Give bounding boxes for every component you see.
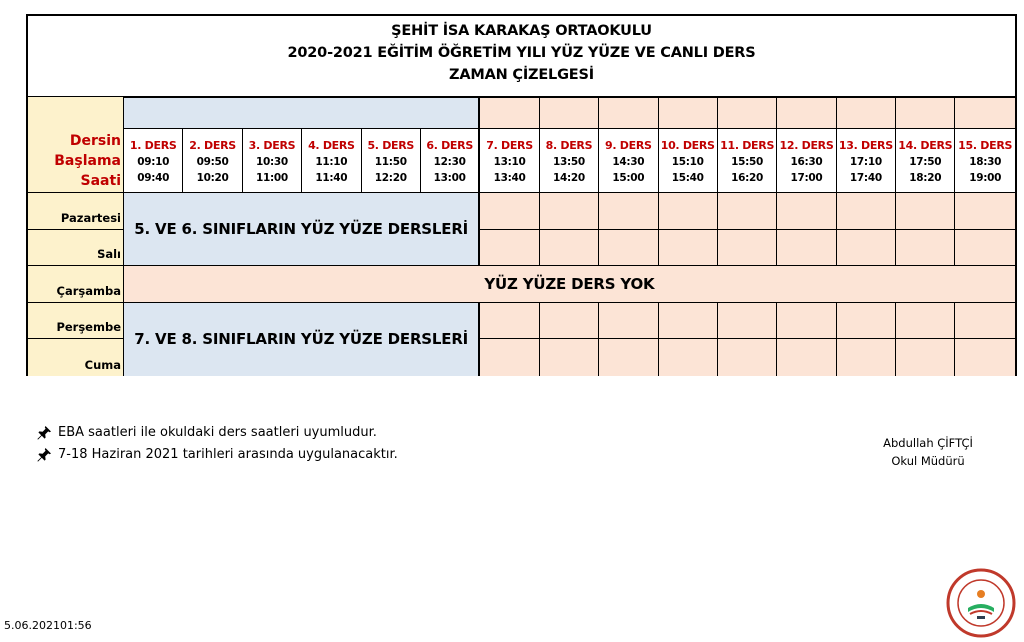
lesson-header-15 xyxy=(955,129,1014,193)
empty-cell xyxy=(480,339,539,376)
principal-name: Abdullah ÇİFTÇİ xyxy=(883,436,973,450)
lesson-start: 12:30 xyxy=(433,156,466,168)
label-line-3: Saati xyxy=(80,173,121,189)
header-blank-cell xyxy=(896,96,955,129)
lesson-label: 10. DERS xyxy=(660,139,715,152)
empty-cell xyxy=(718,303,777,340)
lesson-start: 15:50 xyxy=(731,156,764,168)
empty-cell xyxy=(480,230,539,267)
note-item xyxy=(36,422,398,444)
title-line-1: ŞEHİT İSA KARAKAŞ ORTAOKULU xyxy=(391,23,652,39)
empty-cell xyxy=(718,193,777,230)
header-blank-cell xyxy=(480,96,539,129)
header-blank-cell xyxy=(837,96,896,129)
empty-cell xyxy=(659,193,718,230)
lesson-label: 14. DERS xyxy=(898,139,953,152)
lesson-end: 17:40 xyxy=(849,172,882,184)
empty-cell xyxy=(540,303,599,340)
empty-cell xyxy=(837,339,896,376)
header-blank-cell xyxy=(718,96,777,129)
lesson-header-12 xyxy=(777,129,836,193)
empty-cell xyxy=(599,339,658,376)
block-no-lessons: YÜZ YÜZE DERS YOK xyxy=(124,266,1015,303)
lesson-label: 2. DERS xyxy=(189,139,236,152)
notes xyxy=(36,422,398,466)
school-seal-logo xyxy=(946,568,1016,638)
lesson-label: 7. DERS xyxy=(486,139,533,152)
lesson-start: 13:10 xyxy=(493,156,526,168)
empty-cell xyxy=(659,339,718,376)
day-friday: Cuma xyxy=(28,339,124,376)
lesson-label: 15. DERS xyxy=(958,139,1013,152)
lesson-header-6 xyxy=(421,129,480,193)
empty-cell xyxy=(896,303,955,340)
empty-cell xyxy=(718,230,777,267)
empty-cell xyxy=(777,339,836,376)
empty-cell xyxy=(777,193,836,230)
block-grades-7-8: 7. VE 8. SINIFLARIN YÜZ YÜZE DERSLERİ xyxy=(124,303,480,376)
empty-cell xyxy=(955,303,1014,340)
lesson-header-14 xyxy=(896,129,955,193)
lesson-end: 19:00 xyxy=(969,172,1002,184)
empty-cell xyxy=(599,230,658,267)
lesson-end: 09:40 xyxy=(137,172,170,184)
title-line-3: ZAMAN ÇİZELGESİ xyxy=(449,67,594,83)
empty-cell xyxy=(896,230,955,267)
empty-cell xyxy=(540,193,599,230)
day-tuesday: Salı xyxy=(28,230,124,267)
header-blank-first-half xyxy=(124,96,480,129)
header-blank-cell xyxy=(599,96,658,129)
title-line-2: 2020-2021 EĞİTİM ÖĞRETİM YILI YÜZ YÜZE VE CANLI DERS xyxy=(287,45,756,61)
block-grades-5-6: 5. VE 6. SINIFLARIN YÜZ YÜZE DERSLERİ xyxy=(124,193,480,266)
lesson-start: 18:30 xyxy=(969,156,1002,168)
lesson-label: 8. DERS xyxy=(545,139,593,152)
lesson-header-1 xyxy=(124,129,183,193)
pushpin-icon xyxy=(36,425,52,441)
empty-cell xyxy=(480,193,539,230)
lesson-start: 09:50 xyxy=(196,156,229,168)
lesson-label: 3. DERS xyxy=(248,139,296,152)
lesson-header-7 xyxy=(480,129,539,193)
empty-cell xyxy=(718,339,777,376)
lesson-header-13 xyxy=(837,129,896,193)
empty-cell xyxy=(955,193,1014,230)
pushpin-icon xyxy=(36,447,52,463)
lesson-label: 11. DERS xyxy=(720,139,775,152)
lesson-label: 9. DERS xyxy=(605,139,652,152)
lesson-start: 09:10 xyxy=(137,156,170,168)
lesson-label: 4. DERS xyxy=(308,139,355,152)
empty-cell xyxy=(480,303,539,340)
empty-cell xyxy=(540,339,599,376)
lesson-header-4 xyxy=(302,129,361,193)
lesson-label: 13. DERS xyxy=(838,139,893,152)
lesson-start-label xyxy=(28,96,124,193)
lesson-header-10 xyxy=(659,129,718,193)
lesson-end: 11:00 xyxy=(256,172,288,184)
lesson-header-5 xyxy=(362,129,421,193)
lesson-header-9 xyxy=(599,129,658,193)
lesson-end: 16:20 xyxy=(731,172,764,184)
day-wednesday: Çarşamba xyxy=(28,266,124,303)
document-title xyxy=(28,16,1015,96)
label-line-2: Başlama xyxy=(54,153,121,169)
lesson-label: 6. DERS xyxy=(426,139,473,152)
empty-cell xyxy=(955,339,1014,376)
lesson-start: 17:10 xyxy=(849,156,882,168)
lesson-label: 5. DERS xyxy=(367,139,415,152)
lesson-end: 15:40 xyxy=(671,172,704,184)
lesson-end: 10:20 xyxy=(196,172,229,184)
header-blank-cell xyxy=(955,96,1014,129)
signature-block xyxy=(866,434,990,470)
header-blank-cell xyxy=(777,96,836,129)
empty-cell xyxy=(896,193,955,230)
lesson-end: 14:20 xyxy=(552,172,585,184)
lesson-start: 13:50 xyxy=(552,156,585,168)
header-blank-cell xyxy=(659,96,718,129)
lesson-start: 11:10 xyxy=(315,156,348,168)
empty-cell xyxy=(599,303,658,340)
principal-role: Okul Müdürü xyxy=(891,454,965,468)
day-thursday: Perşembe xyxy=(28,303,124,340)
empty-cell xyxy=(837,230,896,267)
note-text: 7-18 Haziran 2021 tarihleri arasında uygulanacaktır. xyxy=(58,447,398,462)
lesson-header-8 xyxy=(540,129,599,193)
empty-cell xyxy=(837,193,896,230)
lesson-end: 12:20 xyxy=(374,172,407,184)
lesson-start: 16:30 xyxy=(790,156,823,168)
empty-cell xyxy=(540,230,599,267)
label-line-1: Dersin xyxy=(69,133,121,149)
lesson-start: 15:10 xyxy=(671,156,704,168)
lesson-header-3 xyxy=(243,129,302,193)
schedule-table-frame xyxy=(26,14,1017,376)
empty-cell xyxy=(659,230,718,267)
empty-cell xyxy=(955,230,1014,267)
empty-cell xyxy=(599,193,658,230)
note-text: EBA saatleri ile okuldaki ders saatleri uyumludur. xyxy=(58,425,377,440)
timestamp: 5.06.202101:56 xyxy=(4,619,92,632)
empty-cell xyxy=(777,230,836,267)
lesson-start: 11:50 xyxy=(374,156,407,168)
lesson-end: 13:40 xyxy=(493,172,526,184)
empty-cell xyxy=(896,339,955,376)
empty-cell xyxy=(837,303,896,340)
lesson-start: 14:30 xyxy=(612,156,645,168)
day-monday: Pazartesi xyxy=(28,193,124,230)
lesson-label: 1. DERS xyxy=(129,139,177,152)
lesson-end: 13:00 xyxy=(433,172,466,184)
schedule-grid xyxy=(28,96,1015,376)
lesson-header-2 xyxy=(183,129,242,193)
lesson-end: 17:00 xyxy=(790,172,823,184)
empty-cell xyxy=(777,303,836,340)
lesson-start: 17:50 xyxy=(909,156,942,168)
lesson-header-11 xyxy=(718,129,777,193)
lesson-start: 10:30 xyxy=(256,156,288,168)
lesson-end: 18:20 xyxy=(909,172,942,184)
lesson-end: 15:00 xyxy=(612,172,645,184)
header-blank-cell xyxy=(540,96,599,129)
empty-cell xyxy=(659,303,718,340)
lesson-label: 12. DERS xyxy=(779,139,834,152)
lesson-end: 11:40 xyxy=(315,172,348,184)
note-item xyxy=(36,444,398,466)
